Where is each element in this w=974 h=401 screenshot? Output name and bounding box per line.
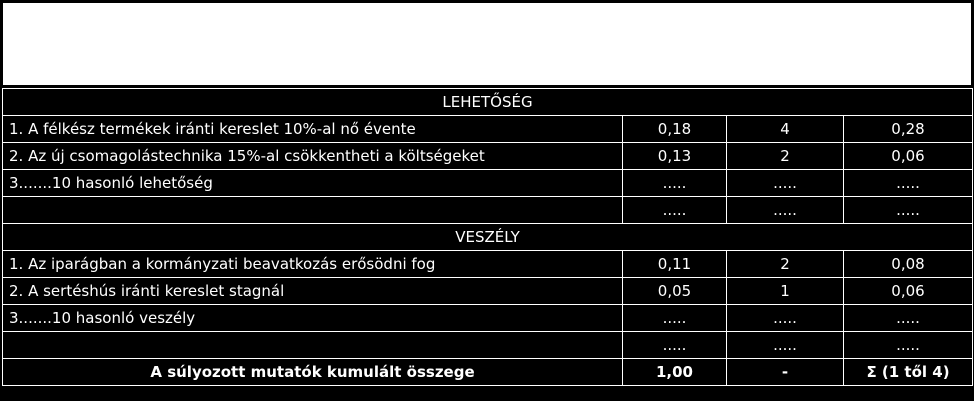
rating-cell: ..... [727, 305, 844, 332]
section-title-threat: VESZÉLY [3, 224, 973, 251]
score-cell: 0,08 [844, 251, 973, 278]
weight-cell: 0,13 [623, 143, 727, 170]
score-cell: ..... [844, 305, 973, 332]
total-row [3, 359, 973, 386]
factor-cell: 2. Az új csomagolástechnika 15%-al csökkentheti a költségeket [3, 143, 623, 170]
table-row [3, 197, 973, 224]
total-label: A súlyozott mutatók kumulált összege [3, 359, 623, 386]
total-weight: 1,00 [623, 359, 727, 386]
factor-cell: 3.......10 hasonló lehetőség [3, 170, 623, 197]
section-header-row [3, 89, 973, 116]
table-row [3, 143, 973, 170]
section-title-opportunity: LEHETŐSÉG [3, 89, 973, 116]
factor-cell [3, 197, 623, 224]
factor-cell: 1. Az iparágban a kormányzati beavatkozás erősödni fog [3, 251, 623, 278]
weight-cell: ..... [623, 197, 727, 224]
blank-header-area [2, 2, 972, 86]
rating-cell: ..... [727, 332, 844, 359]
rating-cell: 2 [727, 143, 844, 170]
weight-cell: 0,05 [623, 278, 727, 305]
rating-cell: 2 [727, 251, 844, 278]
score-cell: 0,28 [844, 116, 973, 143]
weight-cell: 0,18 [623, 116, 727, 143]
factor-cell: 2. A sertéshús iránti kereslet stagnál [3, 278, 623, 305]
table-row [3, 305, 973, 332]
score-cell: ..... [844, 332, 973, 359]
total-score: Σ (1 től 4) [844, 359, 973, 386]
rating-cell: 1 [727, 278, 844, 305]
table-row [3, 251, 973, 278]
table-row [3, 332, 973, 359]
factor-cell [3, 332, 623, 359]
factor-cell: 3.......10 hasonló veszély [3, 305, 623, 332]
weight-cell: ..... [623, 305, 727, 332]
table-row [3, 278, 973, 305]
total-rating: - [727, 359, 844, 386]
table-row [3, 170, 973, 197]
score-cell: 0,06 [844, 143, 973, 170]
factor-cell: 1. A félkész termékek iránti kereslet 10%-al nő évente [3, 116, 623, 143]
table-row [3, 116, 973, 143]
weight-cell: 0,11 [623, 251, 727, 278]
rating-cell: 4 [727, 116, 844, 143]
score-cell: 0,06 [844, 278, 973, 305]
rating-cell: ..... [727, 197, 844, 224]
weight-cell: ..... [623, 332, 727, 359]
rating-cell: ..... [727, 170, 844, 197]
score-cell: ..... [844, 170, 973, 197]
weight-cell: ..... [623, 170, 727, 197]
section-header-row [3, 224, 973, 251]
score-cell: ..... [844, 197, 973, 224]
efe-matrix-table [2, 88, 973, 386]
